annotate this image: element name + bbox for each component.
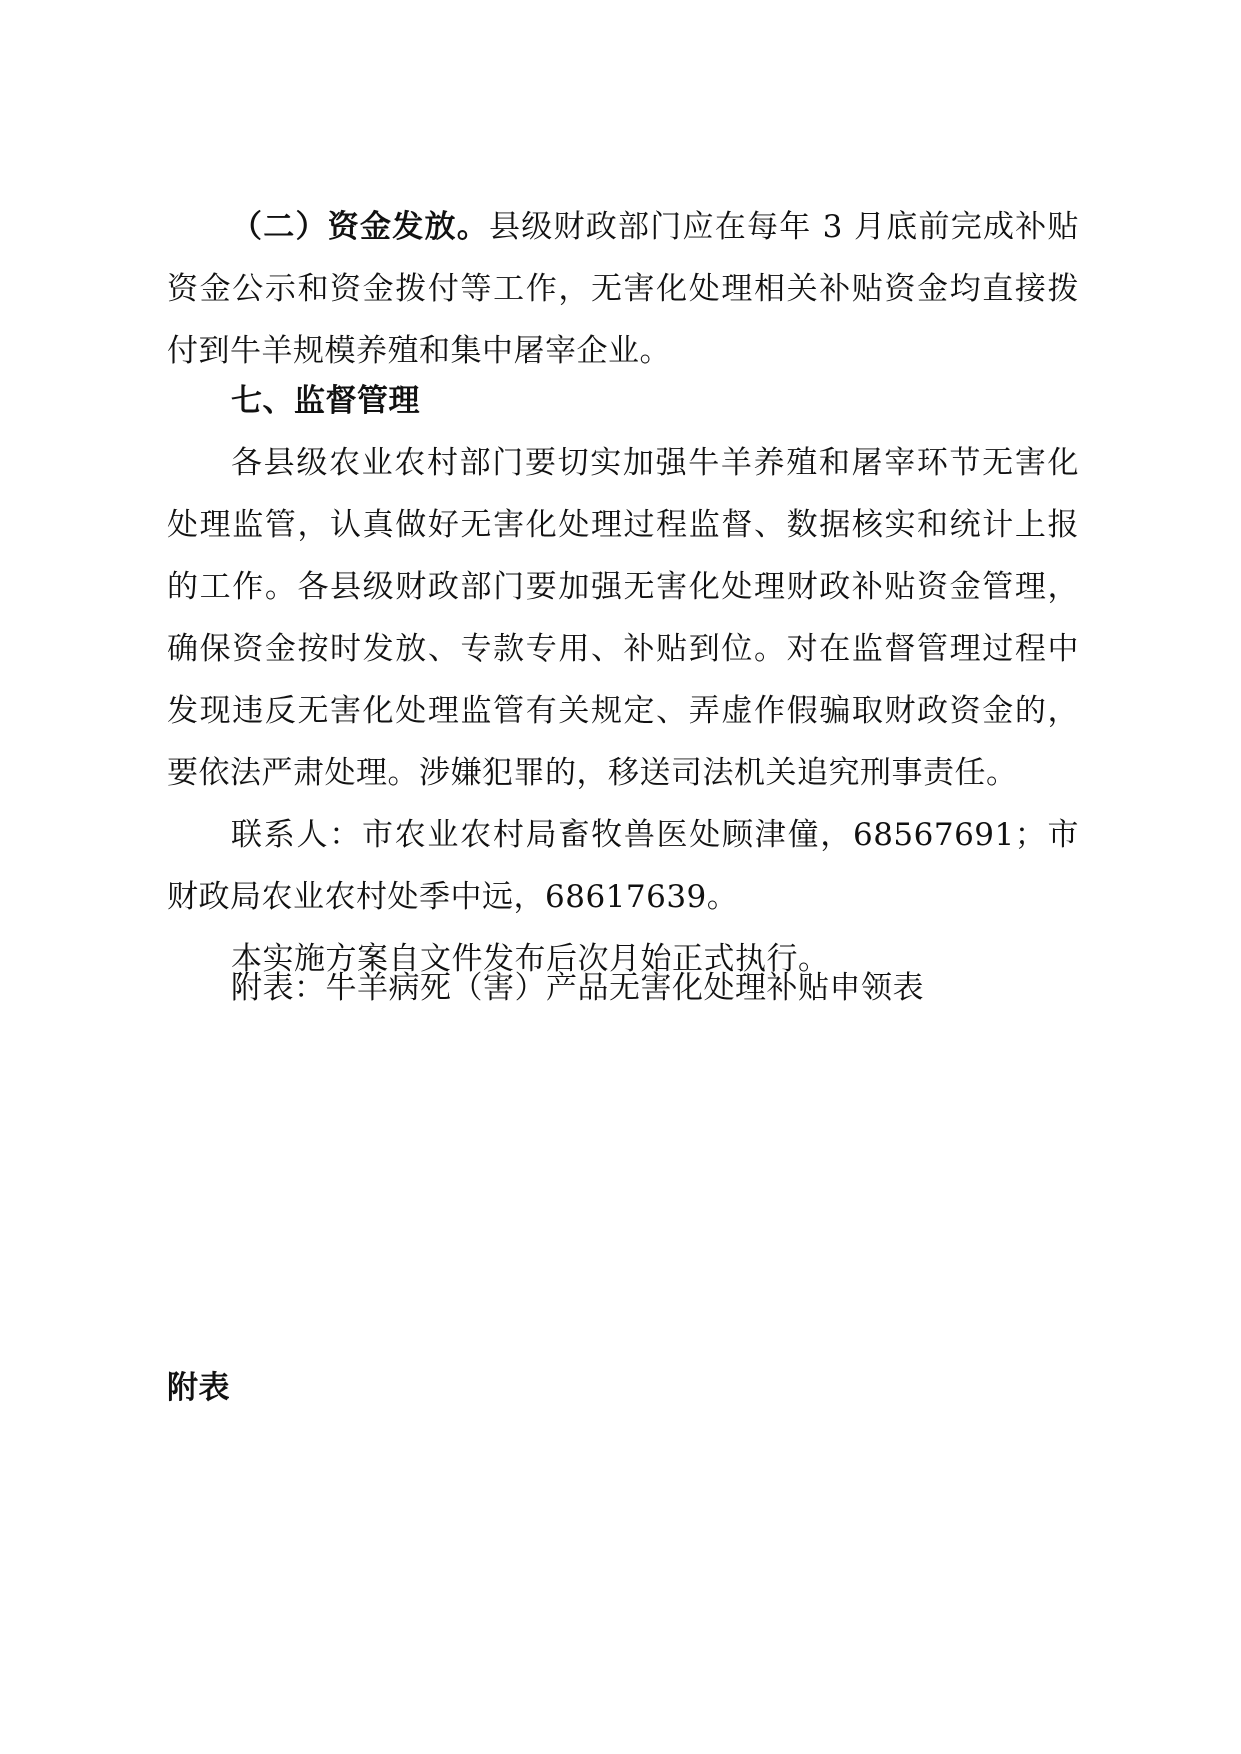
contact-paragraph: 联系人：市农业农村局畜牧兽医处顾津僮，68567691；市财政局农业农村处季中远，68617639。 bbox=[167, 817, 1079, 915]
supervision-heading: 七、监督管理 bbox=[231, 383, 420, 419]
supervision-section bbox=[167, 370, 1079, 990]
attachment-note-block bbox=[167, 957, 1079, 1019]
fund-release-body: 县级财政部门应在每年 3 月底前完成补贴资金公示和资金拨付等工作，无害化处理相关补贴资金均直接拨付到牛羊规模养殖和集中屠宰企业。 bbox=[167, 209, 1080, 369]
attachment-heading-block bbox=[167, 1357, 1079, 1419]
attachment-note: 附表：牛羊病死（害）产品无害化处理补贴申领表 bbox=[231, 970, 924, 1006]
supervision-paragraph: 各县级农业农村部门要切实加强牛羊养殖和屠宰环节无害化处理监管，认真做好无害化处理过程监督、数据核实和统计上报的工作。各县级财政部门要加强无害化处理财政补贴资金管理，确保资金按时发放、专款专用、补贴到位。对在监督管理过程中发现违反无害化处理监管有关规定、弄虚作假骗取财政资金的，要依法严肃处理。涉嫌犯罪的，移送司法机关追究刑事责任。 bbox=[167, 445, 1079, 791]
effective-date-paragraph: 本实施方案自文件发布后次月始正式执行。 bbox=[231, 941, 830, 977]
fund-release-paragraph bbox=[167, 196, 1079, 382]
attachment-heading: 附表 bbox=[167, 1370, 230, 1406]
fund-release-section bbox=[167, 196, 1079, 382]
fund-release-title: （二）资金发放。 bbox=[231, 209, 490, 245]
